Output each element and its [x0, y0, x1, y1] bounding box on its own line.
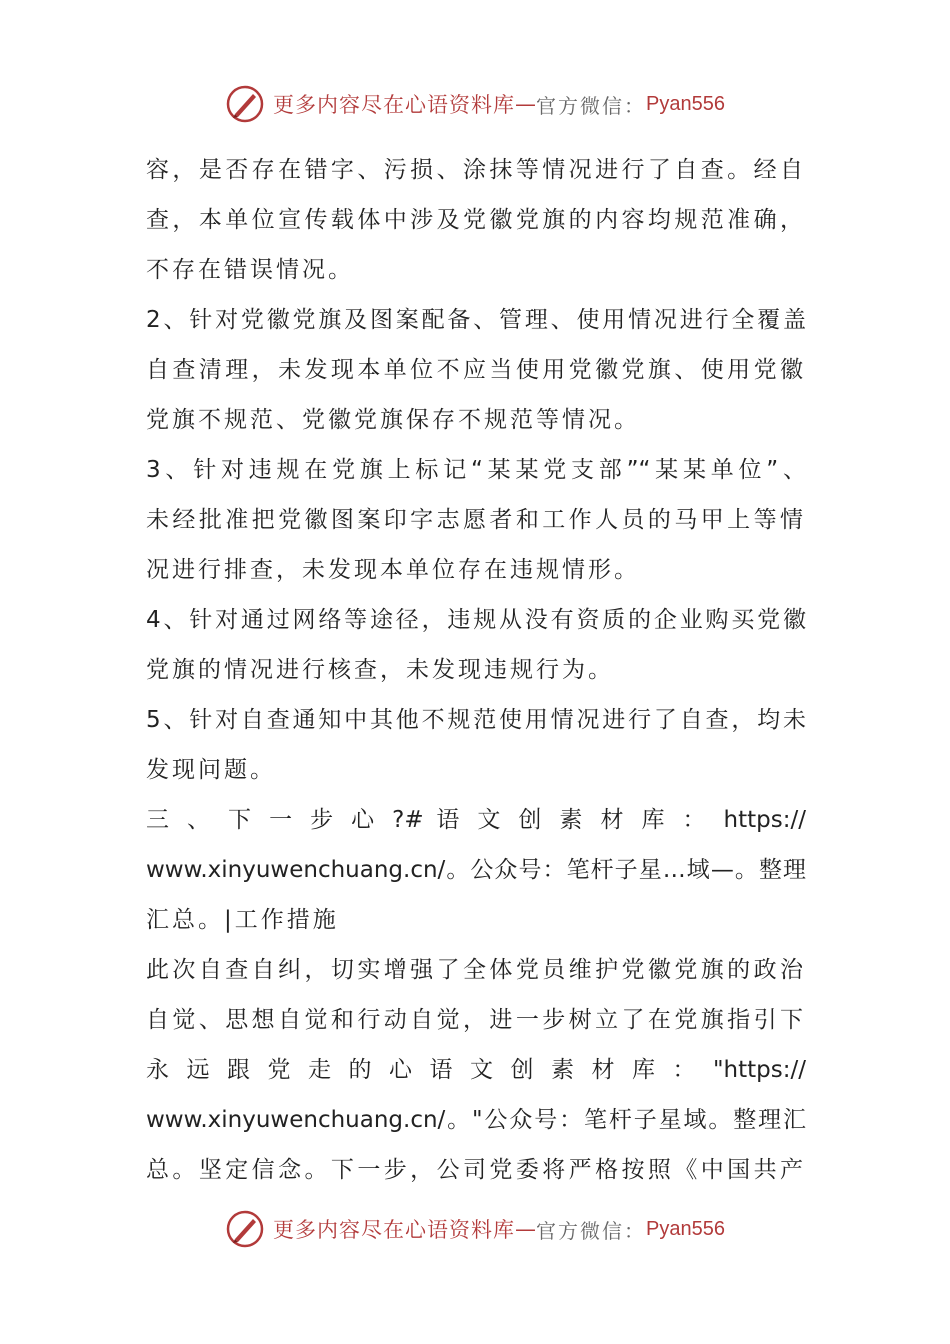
body-line: 三 、 下 一 步 心 ?# 语 文 创 素 材 库 ： https://	[146, 807, 806, 833]
pen-logo-icon	[225, 1209, 265, 1249]
document-body	[146, 145, 806, 1195]
body-line: 4、针对通过网络等途径，违规从没有资质的企业购买党徽	[146, 607, 806, 633]
body-line: 此次自查自纠，切实增强了全体党员维护党徽党旗的政治	[146, 957, 806, 983]
body-line: 不存在错误情况。	[146, 257, 354, 283]
footer-official-text: 官方微信：	[536, 1218, 647, 1243]
pen-logo-icon	[225, 84, 265, 124]
body-line: 总。坚定信念。下一步，公司党委将严格按照《中国共产	[146, 1157, 806, 1183]
body-line: 2、针对党徽党旗及图案配备、管理、使用情况进行全覆盖	[146, 307, 806, 333]
body-line: 查，本单位宣传载体中涉及党徽党旗的内容均规范准确，	[146, 207, 806, 233]
body-line: 5、针对自查通知中其他不规范使用情况进行了自查，均未	[146, 707, 806, 733]
body-line: www.xinyuwenchuang.cn/。公众号：笔杆子星…域—。整理	[146, 857, 806, 883]
body-line: 自觉、思想自觉和行动自觉，进一步树立了在党旗指引下	[146, 1007, 806, 1033]
body-line: 党旗的情况进行核查，未发现违规行为。	[146, 657, 614, 683]
body-line: www.xinyuwenchuang.cn/。"公众号：笔杆子星域。整理汇	[146, 1107, 806, 1133]
header-official-text: 官方微信：	[536, 93, 647, 118]
body-line: 发现问题。	[146, 757, 276, 783]
footer-dash: —	[515, 1217, 537, 1241]
header-wechat-id: Pyan556	[646, 92, 725, 115]
header-banner	[0, 82, 950, 126]
footer-banner	[0, 1207, 950, 1251]
header-site-text: 更多内容尽在心语资料库	[273, 93, 516, 117]
body-line: 未经批准把党徽图案印字志愿者和工作人员的马甲上等情	[146, 507, 806, 533]
body-line: 容，是否存在错字、污损、涂抹等情况进行了自查。经自	[146, 157, 806, 183]
footer-site-text: 更多内容尽在心语资料库	[273, 1218, 516, 1242]
body-line: 3、针对违规在党旗上标记“某某党支部”“某某单位”、	[146, 457, 806, 483]
footer-wechat-id: Pyan556	[646, 1217, 725, 1240]
body-line: 况进行排查，未发现本单位存在违规情形。	[146, 557, 640, 583]
body-line: 永 远 跟 党 走 的 心 语 文 创 素 材 库 ： "https://	[146, 1057, 806, 1083]
header-dash: —	[515, 92, 537, 116]
body-line: 汇总。|工作措施	[146, 907, 339, 933]
body-line: 自查清理，未发现本单位不应当使用党徽党旗、使用党徽	[146, 357, 806, 383]
body-line: 党旗不规范、党徽党旗保存不规范等情况。	[146, 407, 640, 433]
